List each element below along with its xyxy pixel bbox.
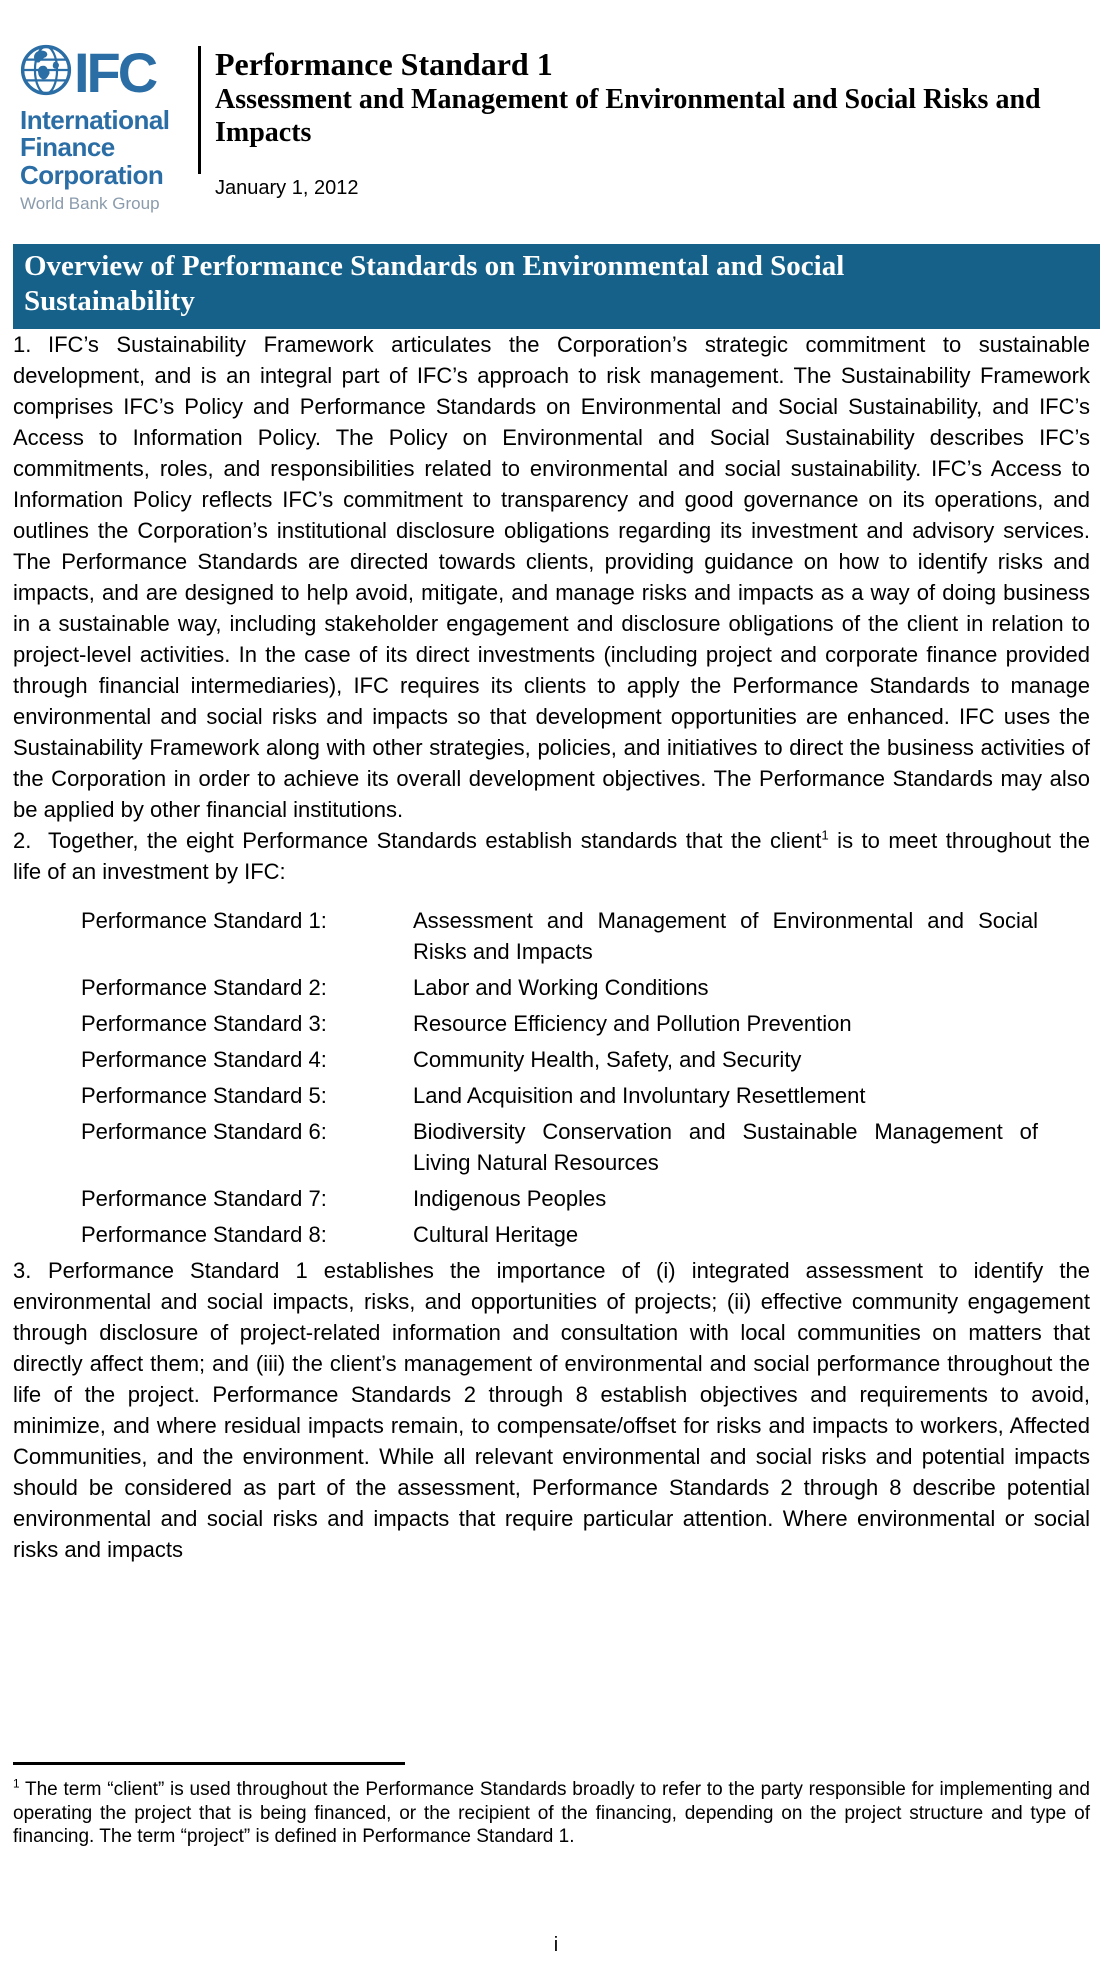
header-vertical-divider xyxy=(198,46,201,174)
list-item xyxy=(81,1008,1068,1039)
paragraph-2 xyxy=(13,825,1090,887)
standard-label: Performance Standard 4: xyxy=(81,1046,327,1072)
standard-label: Performance Standard 2: xyxy=(81,974,327,1000)
title-block xyxy=(215,44,1080,200)
section-banner-line1: Overview of Performance Standards on Environmental and Social xyxy=(24,249,845,282)
document-body xyxy=(0,329,1112,1565)
document-date: January 1, 2012 xyxy=(215,176,359,199)
standard-description: Land Acquisition and Involuntary Resettlement xyxy=(413,1082,866,1108)
paragraph-2-text-after: is to meet throughout the life of an investment by IFC: xyxy=(13,827,1090,884)
standard-label: Performance Standard 8: xyxy=(81,1221,327,1247)
standard-label: Performance Standard 7: xyxy=(81,1185,327,1211)
list-item xyxy=(81,1183,1068,1214)
standard-description: Cultural Heritage xyxy=(413,1221,579,1247)
list-item xyxy=(81,1044,1068,1075)
list-item xyxy=(81,1080,1068,1111)
document-subtitle: Assessment and Management of Environmental and Social Risks and Impacts xyxy=(215,83,1041,148)
section-banner-line2: Sustainability xyxy=(24,285,195,318)
paragraph-3-text: Performance Standard 1 establishes the importance of (i) integrated assessment to identify the environmental and social impacts, risks, and opportunities of projects; (ii) effective community engagement through disclosure of project-related information and consultation with local communities on matters that directly affect them; and (iii) the client’s management of environmental and social performance throughout the life of the project. Performance Standards 2 through 8 establish objectives and requirements to avoid, minimize, and where residual impacts remain, to compensate/offset for risks and impacts to workers, Affected Communities, and the environment. While all relevant environmental and social risks and potential impacts should be considered as part of the assessment, Performance Standards 2 through 8 describe potential environmental and social risks and impacts that require particular attention. Where environmental or social risks and impacts xyxy=(13,1257,1090,1562)
ifc-logo-name: International Finance Corporation xyxy=(20,105,170,190)
paragraph-2-text-before: Together, the eight Performance Standards establish standards that the client xyxy=(48,827,822,853)
list-item xyxy=(81,972,1068,1003)
footnote-separator-rule xyxy=(13,1762,405,1765)
standard-description: Assessment and Management of Environmental and Social Risks and Impacts xyxy=(413,907,1038,964)
standard-description: Community Health, Safety, and Security xyxy=(413,1046,802,1072)
section-banner xyxy=(13,244,1100,329)
standard-description: Biodiversity Conservation and Sustainable Management of Living Natural Resources xyxy=(413,1118,1038,1175)
footnote-marker: 1 xyxy=(13,1777,20,1791)
page-number: i xyxy=(553,1934,559,1956)
list-item xyxy=(81,905,1068,967)
document-title: Performance Standard 1 xyxy=(215,46,553,82)
standard-description: Labor and Working Conditions xyxy=(413,974,709,1000)
paragraph-1-number: 1. xyxy=(13,331,32,357)
paragraph-3-number: 3. xyxy=(13,1257,32,1283)
paragraph-1 xyxy=(13,329,1090,825)
standard-label: Performance Standard 3: xyxy=(81,1010,327,1036)
footnote xyxy=(13,1762,1090,1849)
paragraph-2-number: 2. xyxy=(13,827,32,853)
footnote-text xyxy=(13,1778,1090,1849)
standard-label: Performance Standard 6: xyxy=(81,1118,327,1144)
list-item xyxy=(81,1116,1068,1178)
standard-description: Resource Efficiency and Pollution Prevention xyxy=(413,1010,852,1036)
ifc-logo-acronym: IFC xyxy=(74,40,156,104)
standard-label: Performance Standard 5: xyxy=(81,1082,327,1108)
document-header xyxy=(0,0,1112,214)
footnote-body: The term “client” is used throughout the Performance Standards broadly to refer to the party responsible for implementing and operating the project that is being financed, or the recipient of the financing, depending on the project structure and type of financing. The term “project” is defined in Performance Standard 1. xyxy=(13,1779,1090,1847)
standard-label: Performance Standard 1: xyxy=(81,907,327,933)
footnote-reference-1: 1 xyxy=(821,827,829,843)
ifc-logo xyxy=(20,40,196,214)
standard-description: Indigenous Peoples xyxy=(413,1185,607,1211)
paragraph-3 xyxy=(13,1255,1090,1565)
world-bank-group-tagline: World Bank Group xyxy=(20,193,160,213)
ifc-globe-icon xyxy=(20,44,72,101)
list-item xyxy=(81,1219,1068,1250)
paragraph-1-text: IFC’s Sustainability Framework articulates the Corporation’s strategic commitment to sustainable development, and is an integral part of IFC’s approach to risk management. The Sustainability Framework comprises IFC’s Policy and Performance Standards on Environmental and Social Sustainability, and IFC’s Access to Information Policy. The Policy on Environmental and Social Sustainability describes IFC’s commitments, roles, and responsibilities related to environmental and social sustainability. IFC’s Access to Information Policy reflects IFC’s commitment to transparency and good governance on its operations, and outlines the Corporation’s institutional disclosure obligations regarding its investment and advisory services. The Performance Standards are directed towards clients, providing guidance on how to identify risks and impacts, and are designed to help avoid, mitigate, and manage risks and impacts as a way of doing business in a sustainable way, including stakeholder engagement and disclosure obligations of the client in relation to project-level activities. In the case of its direct investments (including project and corporate finance provided through financial intermediaries), IFC requires its clients to apply the Performance Standards to manage environmental and social risks and impacts so that development opportunities are enhanced. IFC uses the Sustainability Framework along with other strategies, policies, and initiatives to direct the business activities of the Corporation in order to achieve its overall development objectives. The Performance Standards may also be applied by other financial institutions. xyxy=(13,331,1090,822)
performance-standards-list xyxy=(81,905,1068,1250)
